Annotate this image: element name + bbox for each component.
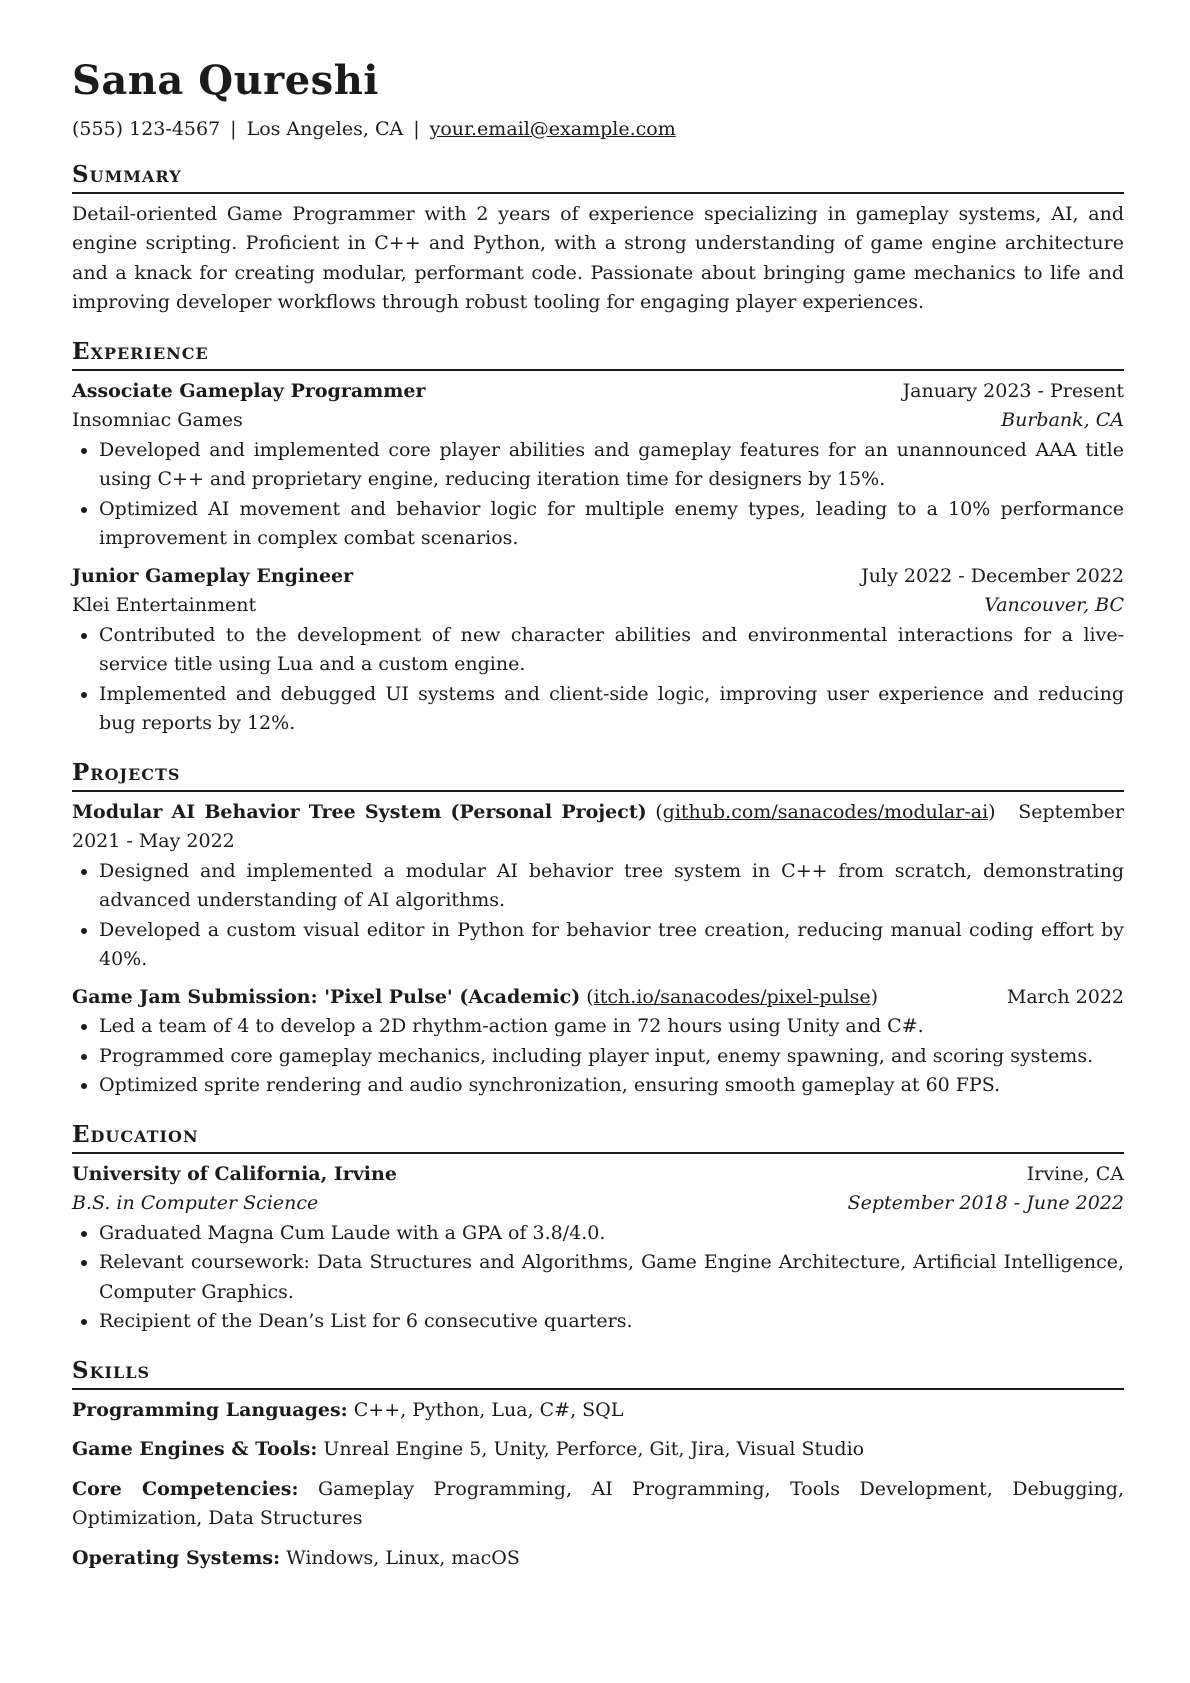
location: Los Angeles, CA (246, 118, 404, 140)
job-location: Burbank, CA (1001, 409, 1124, 432)
skill-line (72, 1396, 1124, 1426)
education-entry (72, 1160, 1124, 1337)
education-dates: September 2018 - June 2022 (847, 1192, 1124, 1215)
bullet-item: • Implemented and debugged UI systems and client-side logic, improving user experience and reducing bug reports by 12%. (99, 680, 1124, 739)
job-company: Insomniac Games (72, 409, 243, 432)
education-section (72, 1121, 1124, 1337)
project-bullets (72, 1012, 1124, 1101)
project-heading: Modular AI Behavior Tree System (Personal Project) (github.com/sanacodes/modular-ai) September 2021 - May 2022 (72, 800, 1125, 853)
skill-value: Gameplay Programming, AI Programming, Tools Development, Debugging, Optimization, Data Structures (72, 1477, 1125, 1530)
contact-separator: | (230, 118, 237, 140)
skill-value: Windows, Linux, macOS (286, 1546, 520, 1569)
bullet-item: • Designed and implemented a modular AI behavior tree system in C++ from scratch, demonstrating advanced understanding of AI algorithms. (99, 857, 1124, 916)
job-dates: July 2022 - December 2022 (861, 564, 1124, 587)
resume-header (72, 58, 1124, 141)
education-bullets (72, 1219, 1124, 1337)
project-dates: March 2022 (1006, 985, 1124, 1008)
job-title-row (72, 377, 1124, 407)
skill-line (72, 1435, 1124, 1465)
skill-value: Unreal Engine 5, Unity, Perforce, Git, Jira, Visual Studio (323, 1438, 865, 1461)
section-title-skills: Skills (72, 1357, 1124, 1390)
bullet-item: • Led a team of 4 to develop a 2D rhythm-action game in 72 hours using Unity and C#. (99, 1012, 1124, 1042)
skill-label: Core Competencies: (72, 1477, 299, 1500)
bullet-item: • Optimized AI movement and behavior logic for multiple enemy types, leading to a 10% performance improvement in complex combat scenarios. (99, 495, 1124, 554)
bullet-item: • Relevant coursework: Data Structures and Algorithms, Game Engine Architecture, Artificial Intelligence, Computer Graphics. (99, 1248, 1124, 1307)
experience-section (72, 338, 1124, 739)
job-company: Klei Entertainment (72, 594, 257, 617)
bullet-item: • Contributed to the development of new character abilities and environmental interactions for a live-service title using Lua and a custom engine. (99, 621, 1124, 680)
job-bullets (72, 621, 1124, 739)
project-bullets (72, 857, 1124, 975)
job-role: Junior Gameplay Engineer (72, 564, 354, 587)
project-entry (72, 798, 1124, 975)
bullet-item: • Developed a custom visual editor in Python for behavior tree creation, reducing manual coding effort by 40%. (99, 916, 1124, 975)
skill-line (72, 1475, 1124, 1534)
contact-line (72, 118, 1124, 141)
degree: B.S. in Computer Science (72, 1192, 319, 1215)
project-link[interactable]: github.com/sanacodes/modular-ai (662, 800, 989, 823)
project-entry (72, 983, 1124, 1101)
project-link[interactable]: itch.io/sanacodes/pixel-pulse (593, 985, 871, 1008)
phone-number: (555) 123-4567 (72, 118, 221, 140)
project-dates: September 2021 - May 2022 (72, 800, 1125, 853)
school-location: Irvine, CA (1026, 1162, 1124, 1185)
experience-entry (72, 562, 1124, 739)
degree-row (72, 1189, 1124, 1219)
skill-label: Programming Languages: (72, 1398, 348, 1421)
project-heading (72, 983, 1124, 1013)
section-title-projects: Projects (72, 759, 1124, 792)
project-name: Game Jam Submission: 'Pixel Pulse' (Academic) (72, 985, 581, 1008)
bullet-item: • Recipient of the Dean’s List for 6 consecutive quarters. (99, 1307, 1124, 1337)
skills-section (72, 1357, 1124, 1574)
section-title-summary: Summary (72, 161, 1124, 194)
job-dates: January 2023 - Present (902, 379, 1124, 402)
summary-text: Detail-oriented Game Programmer with 2 years of experience specializing in gameplay systems, AI, and engine scripting. Proficient in C++ and Python, with a strong understanding of game engine architecture and a knack for creating modular, performant code. Passionate about bringing game mechanics to life and improving developer workflows through robust tooling for engaging player experiences. (72, 202, 1124, 314)
section-title-education: Education (72, 1121, 1124, 1154)
project-title-group: Game Jam Submission: 'Pixel Pulse' (Academic) (itch.io/sanacodes/pixel-pulse) (72, 985, 879, 1008)
contact-separator: | (413, 118, 420, 140)
job-role: Associate Gameplay Programmer (72, 379, 426, 402)
skill-label: Operating Systems: (72, 1546, 281, 1569)
section-title-experience: Experience (72, 338, 1124, 371)
bullet-item: • Optimized sprite rendering and audio synchronization, ensuring smooth gameplay at 60 FPS. (99, 1071, 1124, 1101)
summary-section (72, 161, 1124, 318)
project-name: Modular AI Behavior Tree System (Personal Project) (72, 800, 647, 823)
job-bullets (72, 436, 1124, 554)
email-link[interactable]: your.email@example.com (429, 118, 676, 140)
candidate-name: Sana Qureshi (72, 57, 379, 104)
job-company-row (72, 406, 1124, 436)
skill-line (72, 1544, 1124, 1574)
bullet-item: • Graduated Magna Cum Laude with a GPA of 3.8/4.0. (99, 1219, 1124, 1249)
resume-page (72, 58, 1124, 1583)
school-row (72, 1160, 1124, 1190)
job-company-row (72, 591, 1124, 621)
job-location: Vancouver, BC (984, 594, 1124, 617)
experience-entry (72, 377, 1124, 554)
job-title-row (72, 562, 1124, 592)
school-name: University of California, Irvine (72, 1162, 397, 1185)
skill-label: Game Engines & Tools: (72, 1438, 318, 1461)
projects-section (72, 759, 1124, 1101)
bullet-item: • Developed and implemented core player abilities and gameplay features for an unannounced AAA title using C++ and proprietary engine, reducing iteration time for designers by 15%. (99, 436, 1124, 495)
skill-value: C++, Python, Lua, C#, SQL (353, 1398, 624, 1421)
bullet-item: • Programmed core gameplay mechanics, including player input, enemy spawning, and scoring systems. (99, 1042, 1124, 1072)
